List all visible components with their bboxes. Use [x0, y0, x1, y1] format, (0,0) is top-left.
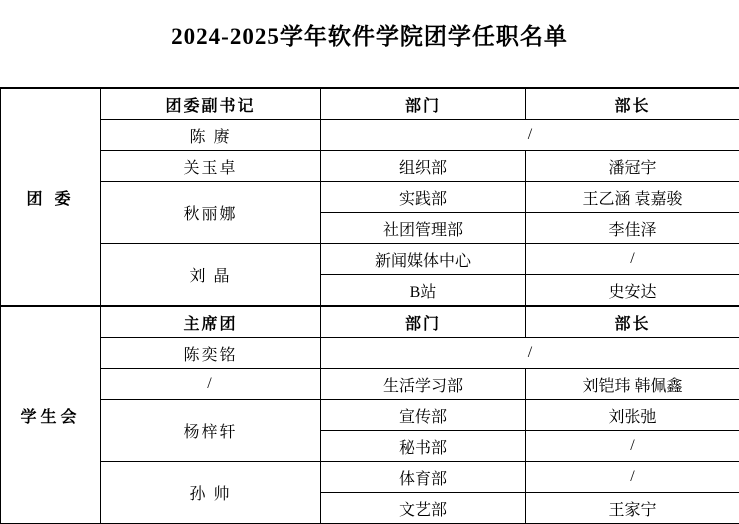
table-row — [1, 462, 739, 493]
cell-minister: 潘冠宇 — [526, 151, 739, 182]
cell-minister: 史安达 — [526, 275, 739, 307]
cell-minister: 刘铠玮 韩佩鑫 — [526, 369, 739, 400]
cell-department: 体育部 — [321, 462, 526, 493]
cell-name: 关玉卓 — [101, 151, 321, 182]
page-title: 2024-2025学年软件学院团学任职名单 — [0, 0, 739, 65]
cell-minister: 李佳泽 — [526, 213, 739, 244]
cell-department: 组织部 — [321, 151, 526, 182]
cell-department: 秘书部 — [321, 431, 526, 462]
cell-department: 新闻媒体中心 — [321, 244, 526, 275]
table-row — [1, 338, 739, 369]
table-row — [1, 400, 739, 431]
cell-minister: 王家宁 — [526, 493, 739, 524]
cell-department: 宣传部 — [321, 400, 526, 431]
header-minister-xueshenghui: 部长 — [526, 306, 739, 338]
header-role-xueshenghui: 主席团 — [101, 306, 321, 338]
spacer-cell — [526, 65, 739, 88]
cell-minister: 刘张弛 — [526, 400, 739, 431]
cell-department: 生活学习部 — [321, 369, 526, 400]
spacer-row — [1, 65, 739, 88]
header-department-tuanwei: 部门 — [321, 88, 526, 120]
table-row — [1, 88, 739, 120]
cell-department: 实践部 — [321, 182, 526, 213]
header-department-xueshenghui: 部门 — [321, 306, 526, 338]
roster-table — [0, 65, 739, 524]
group-label-xueshenghui: 学生会 — [1, 306, 101, 524]
table-row — [1, 151, 739, 182]
table-row — [1, 244, 739, 275]
spacer-cell — [1, 65, 101, 88]
table-row — [1, 120, 739, 151]
table-row — [1, 369, 739, 400]
cell-minister: / — [526, 431, 739, 462]
cell-name: 刘 晶 — [101, 244, 321, 307]
cell-name: 杨梓轩 — [101, 400, 321, 462]
table-row — [1, 182, 739, 213]
cell-minister: / — [526, 244, 739, 275]
cell-department: 文艺部 — [321, 493, 526, 524]
header-minister-tuanwei: 部长 — [526, 88, 739, 120]
cell-department: 社团管理部 — [321, 213, 526, 244]
cell-name: 秋丽娜 — [101, 182, 321, 244]
cell-name: / — [101, 369, 321, 400]
group-label-tuanwei: 团 委 — [1, 88, 101, 306]
header-role-tuanwei: 团委副书记 — [101, 88, 321, 120]
spacer-cell — [101, 65, 321, 88]
spacer-cell — [321, 65, 526, 88]
cell-name: 孙 帅 — [101, 462, 321, 524]
cell-name: 陈奕铭 — [101, 338, 321, 369]
cell-merged-minister: / — [321, 338, 739, 369]
cell-merged-minister: / — [321, 120, 739, 151]
cell-department: B站 — [321, 275, 526, 307]
cell-minister: / — [526, 462, 739, 493]
cell-name: 陈 赓 — [101, 120, 321, 151]
table-row — [1, 306, 739, 338]
cell-minister: 王乙涵 袁嘉骏 — [526, 182, 739, 213]
